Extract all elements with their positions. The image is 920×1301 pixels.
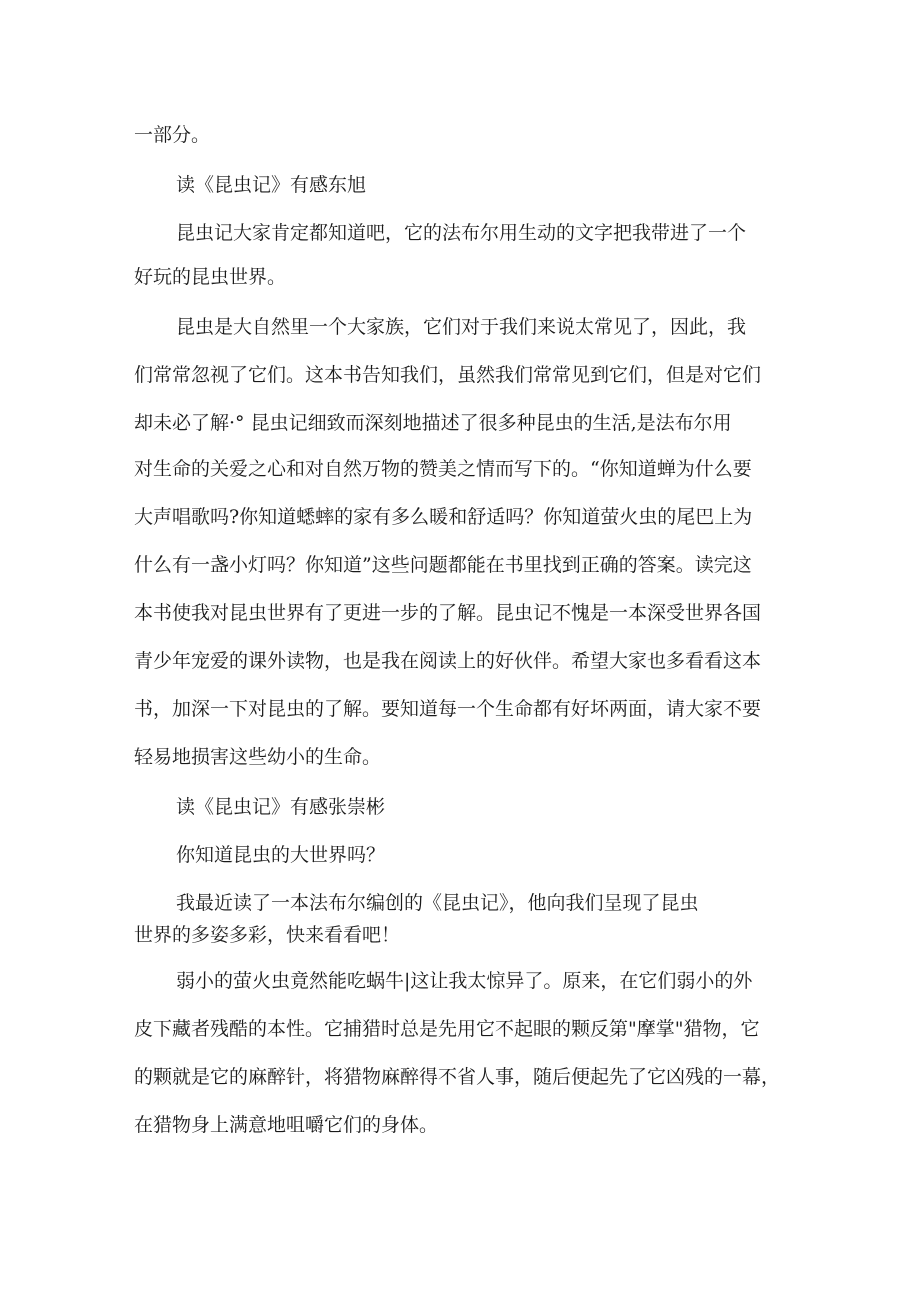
- text-line: 什么有一盏小灯吗？你知道”这些问题都能在书里找到正确的答案。读完这: [134, 554, 752, 576]
- text-line: 昆虫是大自然里一个大家族，它们对于我们来说太常见了，因此，我: [176, 316, 747, 338]
- text-line: 弱小的萤火虫竟然能吃蜗牛|这让我太惊异了。原来，在它们弱小的外: [176, 970, 753, 992]
- text-line: 你知道昆虫的大世界吗？: [176, 844, 386, 866]
- text-line: 皮下藏者残酷的本性。它捕猎时总是先用它不起眼的颗反第"摩掌"猎物，它: [134, 1018, 760, 1040]
- text-line: 轻易地损害这些幼小的生命。: [134, 746, 382, 768]
- essay-title: 读《昆虫记》有感张崇彬: [176, 796, 386, 818]
- text-line: 世界的多姿多彩，快来看看吧！: [134, 924, 401, 946]
- text-line: 青少年宠爱的课外读物，也是我在阅读上的好伙伴。希望大家也多看看这本: [134, 650, 762, 672]
- text-line: 昆虫记大家肯定都知道吧，它的法布尔用生动的文字把我带进了一个: [176, 222, 747, 244]
- text-line: 我最近读了一本法布尔编创的《昆虫记》，他向我们呈现了昆虫: [176, 892, 699, 914]
- text-line: 却未必了解·° 昆虫记细致而深刻地描述了很多种昆虫的生活,是法布尔用: [134, 412, 732, 434]
- text-line: 在猎物身上满意地咀嚼它们的身体。: [134, 1114, 439, 1136]
- text-line: 大声唱歌吗?你知道蟋蟀的家有多么暖和舒适吗？你知道萤火虫的尾巴上为: [134, 506, 753, 528]
- text-line: 书，加深一下对昆虫的了解。要知道每一个生命都有好坏两面，请大家不要: [134, 698, 762, 720]
- text-line: 对生命的关爱之心和对自然万物的赞美之情而写下的。“你知道蝉为什么要: [134, 458, 752, 480]
- text-line: 一部分。: [134, 124, 211, 146]
- text-line: 好玩的昆虫世界。: [134, 266, 287, 288]
- text-line: 们常常忽视了它们。这本书告知我们，虽然我们常常见到它们，但是对它们: [134, 364, 762, 386]
- essay-title: 读《昆虫记》有感东旭: [176, 174, 367, 196]
- text-line: 本书使我对昆虫世界有了更进一步的了解。昆虫记不愧是一本深受世界各国: [134, 602, 762, 624]
- text-line: 的颗就是它的麻醉针，将猎物麻醉得不省人事，随后便起先了它凶残的一幕，: [134, 1066, 781, 1088]
